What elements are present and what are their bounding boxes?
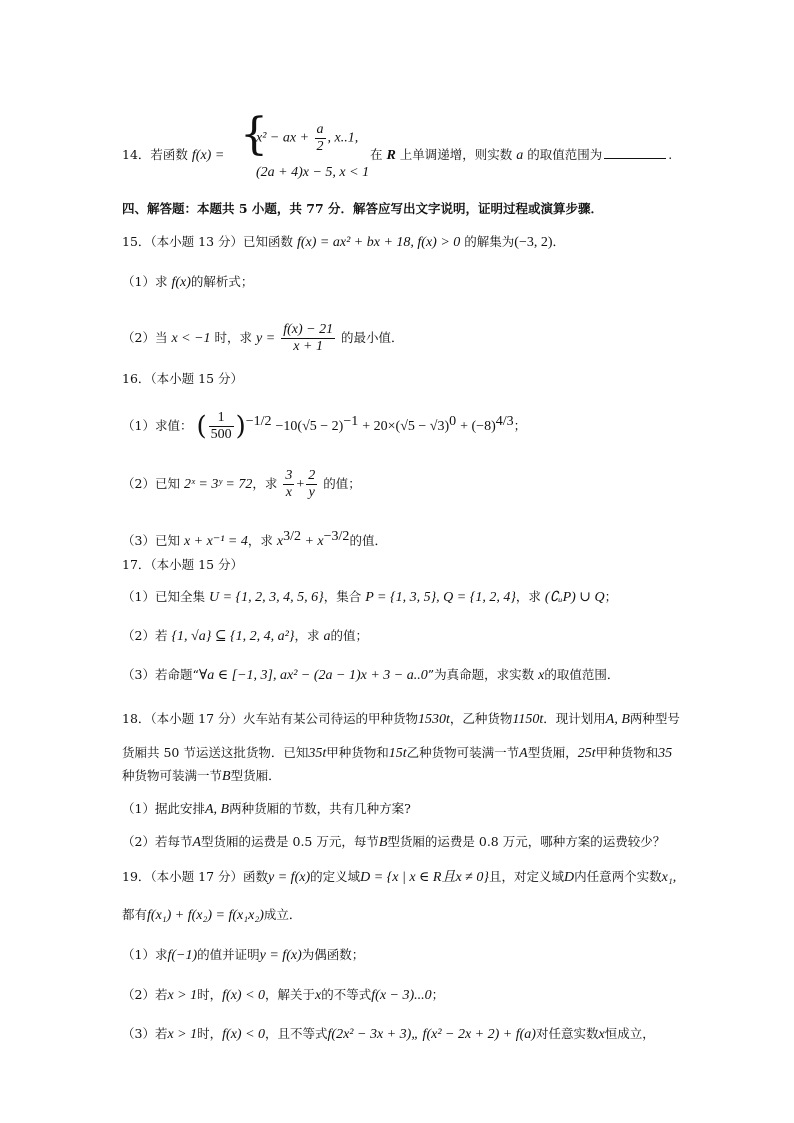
- q19-part1: （1）求f(−1)的值并证明y = f(x)为偶函数；: [122, 947, 365, 963]
- q17-part3: （3）若命题“∀a ∈ [−1, 3], ax² − (2a − 1)x + 3 − a..0”为真命题，求实数 x的取值范围．: [122, 667, 620, 683]
- q14-suffix: 在 R 上单调递增，则实数 a 的取值范围为 .: [370, 147, 673, 163]
- q14-case1-fraction: $\frac{a}{2}$: [316, 122, 324, 154]
- q15-intro: 15．（本小题 13 分）已知函数 f(x) = ax² + bx + 18, f(x) > 0 的解集为(−3, 2)．: [122, 234, 566, 250]
- q14-brace: {: [240, 109, 268, 160]
- q16-part1: （1）求值： ( $\frac{1}{500}$ )$^{-1/2} -10(√5 - 2)^{-1} + 20\times(√5 - √3)^0 + (-8)^{4/3}$；: [122, 410, 527, 442]
- q19-part2: （2）若x > 1时，f(x) < 0，解关于x的不等式f(x − 3)...0；: [122, 987, 445, 1003]
- q14-answer-blank[interactable]: [604, 146, 666, 159]
- q17-intro: 17．（本小题 15 分）: [122, 557, 244, 572]
- q14-case2: (2a + 4)x − 5, x < 1: [256, 165, 370, 180]
- q19-line2: 都有f(x₁) + f(x₂) = f(x₁x₂)成立．: [122, 907, 302, 923]
- q15-part1: （1）求 f(x)的解析式；: [122, 274, 254, 290]
- q14-prefix: 14．若函数 f(x) =: [122, 147, 225, 163]
- q16-fraction: $\frac{1}{500}$: [210, 410, 232, 442]
- q14-case1: x² − ax + $\frac{a}{2}$ , x..1,: [256, 122, 359, 154]
- q16-intro: 16．（本小题 15 分）: [122, 371, 244, 386]
- q16-part2: （2）已知 2ˣ = 3ʸ = 72，求 $\frac{3}{x}$ + $\frac{2}{y}$ 的值；: [122, 468, 361, 500]
- q18-line2: 货厢共 50 节运送这批货物．已知35t甲种货物和15t乙种货物可装满一节A型货厢，25t甲种货物和35: [122, 745, 673, 761]
- q15-part2: （2）当 x < −1 时，求 y = $\frac{f(x) - 21}{x + 1}$ 的最小值．: [122, 322, 404, 354]
- q18-line3: 种货物可装满一节B型货厢．: [122, 768, 281, 784]
- q18-line1: 18．（本小题 17 分）火车站有某公司待运的甲种货物1530t，乙种货物1150t．现计划用A, B两种型号: [122, 711, 680, 727]
- q19-line1: 19．（本小题 17 分）函数y = f(x)的定义域D = {x | x ∈ R且x ≠ 0}且，对定义域D内任意两个实数x₁,: [122, 869, 677, 885]
- q15-fraction: $\frac{f(x) - 21}{x + 1}$: [283, 322, 334, 354]
- q14-function: f(x) =: [191, 148, 225, 163]
- section-heading: 四、解答题：本题共 5 小题，共 77 分．解答应写出文字说明，证明过程或演算步骤．: [122, 201, 604, 216]
- q18-part1: （1）据此安排A, B两种货厢的节数，共有几种方案?: [122, 801, 411, 817]
- q17-part1: （1）已知全集 U = {1, 2, 3, 4, 5, 6}，集合 P = {1, 3, 5}, Q = {1, 2, 4}，求 (∁ᵤP) ∪ Q；: [122, 589, 618, 605]
- q18-part2: （2）若每节A型货厢的运费是 0.5 万元，每节B型货厢的运费是 0.8 万元，哪种方案的运费较少？: [122, 834, 666, 850]
- q17-part2: （2）若 {1, √a} ⊆ {1, 2, 4, a²}，求 a的值；: [122, 628, 368, 644]
- q16-part3: （3）已知 x + x⁻¹ = 4，求 $x^{3/2} + x^{-3/2}$的值．: [122, 529, 387, 550]
- q19-part3: （3）若x > 1时，f(x) < 0，且不等式f(2x² − 3x + 3)„ f(x² − 2x + 2) + f(a)对任意实数x恒成立，: [122, 1026, 655, 1042]
